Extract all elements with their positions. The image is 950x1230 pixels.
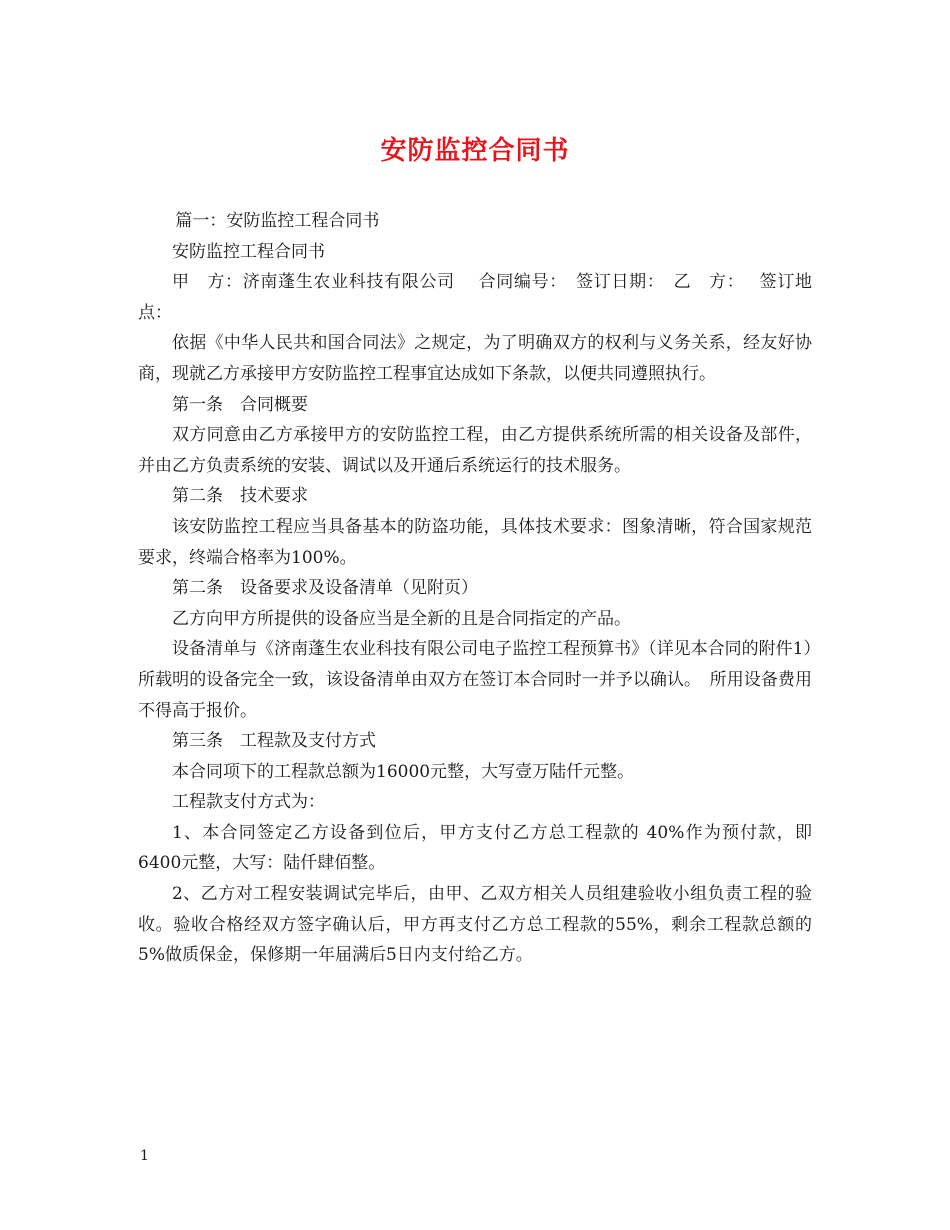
payment-total-text: 本合同项下的工程款总额为16000元整，大写壹万陆仟元整。 [172, 761, 635, 782]
equipment-text-2: 设备清单与《济南蓬生农业科技有限公司电子监控工程预算书》（详见本合同的附件1）所载明的设备完全一致，该设备清单由双方在签订本合同时一并予以确认。 所用设备费用不得高于报价。 [138, 639, 812, 721]
chapter-heading: 篇一：安防监控工程合同书 [175, 211, 380, 231]
payment-item-1: 1、本合同签定乙方设备到位后，甲方支付乙方总工程款的 40%作为预付款，即6400元整，大写：陆仟肆佰整。 [138, 822, 812, 874]
article-2-text: 该安防监控工程应当具备基本的防盗功能，具体技术要求：图象清晰，符合国家规范要求，终端合格率为100%。 [138, 516, 812, 568]
payment-method-label: 工程款支付方式为： [172, 792, 325, 813]
page-number: 1 [140, 1148, 149, 1164]
payment-item-2: 2、乙方对工程安装调试完毕后，由甲、乙双方相关人员组建验收小组负责工程的验收。验收合格经双方签字确认后，甲方再支付乙方总工程款的55%，剩余工程款总额的5%做质保金，保修期一年届满后5日内支付给乙方。 [138, 884, 812, 966]
contract-name: 安防监控工程合同书 [172, 241, 325, 262]
document-title: 安防监控合同书 [380, 136, 570, 166]
equipment-text-1: 乙方向甲方所提供的设备应当是全新的且是合同指定的产品。 [172, 608, 631, 629]
preamble-paragraph: 依据《中华人民共和国合同法》之规定，为了明确双方的权利与义务关系，经友好协商，现就乙方承接甲方安防监控工程事宜达成如下条款，以便共同遵照执行。 [138, 333, 812, 384]
article-2-heading: 第二条 技术要求 [172, 486, 308, 507]
article-equipment-heading: 第二条 设备要求及设备清单（见附页） [172, 578, 478, 599]
document-body [138, 206, 812, 971]
article-3-heading: 第三条 工程款及支付方式 [172, 731, 376, 752]
article-1-text: 双方同意由乙方承接甲方的安防监控工程，由乙方提供系统所需的相关设备及部件，并由乙方负责系统的安装、调试以及开通后系统运行的技术服务。 [138, 425, 812, 476]
article-1-heading: 第一条 合同概要 [172, 394, 308, 415]
parties-line: 甲 方：济南蓬生农业科技有限公司 合同编号： 签订日期： 乙 方： 签订地点： [138, 272, 812, 323]
